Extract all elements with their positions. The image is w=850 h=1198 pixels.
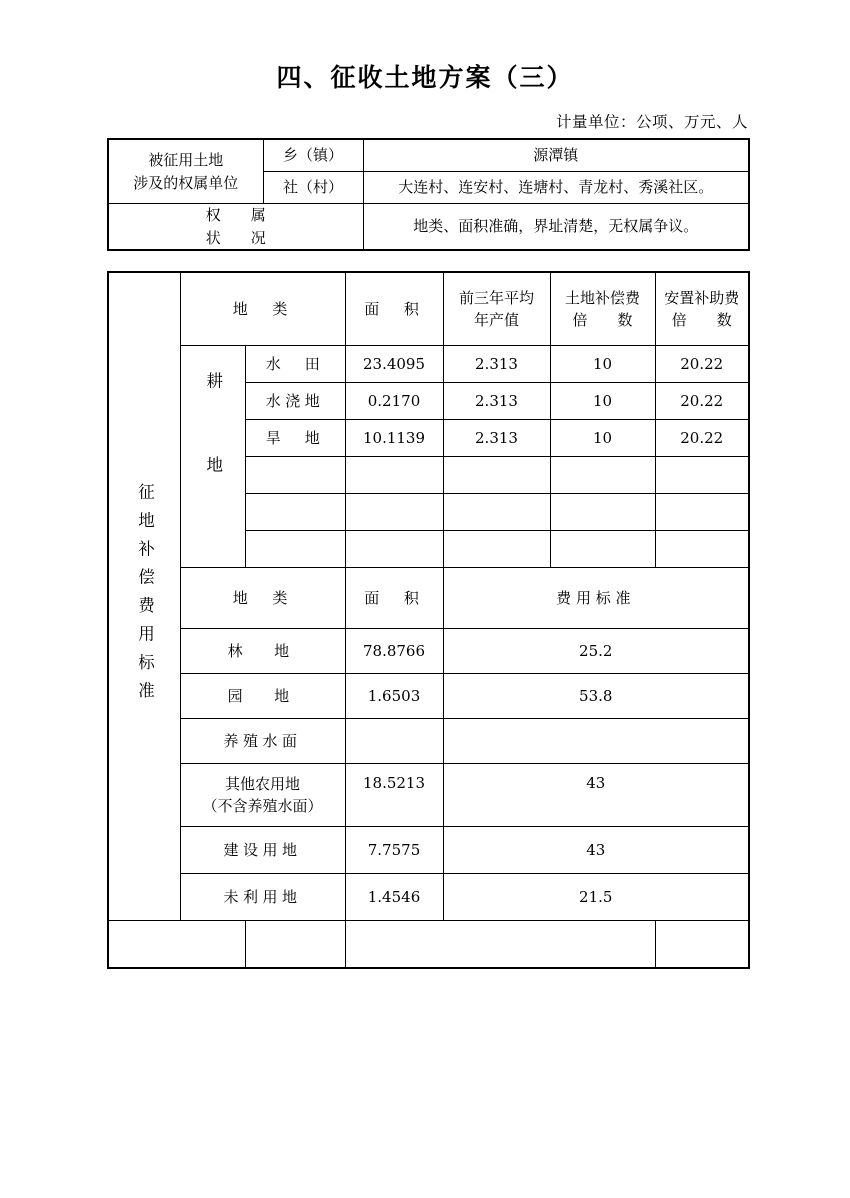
cell-area: 78.8766 [345, 629, 443, 674]
header-average-yield-line1: 前三年平均 [458, 288, 534, 307]
cell-fee-standard [345, 921, 655, 969]
cell-fee-standard: 43 [443, 764, 749, 827]
table-row [108, 827, 749, 874]
land-compensation-table [107, 271, 750, 969]
cell-land-type: 园 地 [180, 674, 345, 719]
cell-land-type [245, 457, 345, 494]
cell-area: 0.2170 [345, 383, 443, 420]
header-average-yield-line2: 年产值 [473, 311, 519, 329]
cell-land-type: 水 田 [245, 346, 345, 383]
cell-land-type [245, 531, 345, 568]
ownership-status-value: 地类、面积准确，界址清楚，无权属争议。 [363, 204, 749, 251]
affected-land-units-label-line1: 被征用土地 [148, 151, 224, 169]
cell-fee-standard [443, 719, 749, 764]
cultivated-land-label [180, 346, 245, 568]
cell-area: 23.4095 [345, 346, 443, 383]
cell-land-type-line1: 其他农用地 [224, 774, 300, 793]
cell-resettlement-multiple [655, 457, 749, 494]
ownership-status-label-line2: 状 况 [205, 228, 266, 247]
cell-fee-standard: 25.2 [443, 629, 749, 674]
cell-yield [443, 457, 550, 494]
affected-land-units-label-line2: 涉及的权属单位 [133, 173, 239, 192]
header-resettlement-line2: 倍 数 [671, 311, 732, 329]
cell-yield: 2.313 [443, 383, 550, 420]
cell-land-multiple [550, 494, 655, 531]
cell-area [345, 494, 443, 531]
cell-area [245, 921, 345, 969]
table-row [108, 629, 749, 674]
cell-resettlement-multiple: 20.22 [655, 383, 749, 420]
cell-land-multiple: 10 [550, 420, 655, 457]
table-row-township [108, 139, 749, 172]
cell-resettlement-multiple [655, 494, 749, 531]
compensation-standard-side-label-text: 征地补偿费用标准 [135, 482, 155, 711]
township-value: 源潭镇 [363, 139, 749, 172]
table-row [108, 674, 749, 719]
measurement-unit-note: 计量单位：公项、万元、人 [555, 113, 748, 131]
land-ownership-header-table [107, 138, 750, 251]
table-row-header-block1 [108, 272, 749, 346]
header-land-type-2: 地 类 [180, 568, 345, 629]
table-row [108, 346, 749, 383]
affected-land-units-label [108, 139, 263, 204]
cell-fee-standard: 53.8 [443, 674, 749, 719]
cell-area: 1.4546 [345, 874, 443, 921]
cell-resettlement-multiple: 20.22 [655, 346, 749, 383]
header-area-1: 面 积 [345, 272, 443, 346]
cell-land-type [108, 921, 245, 969]
cell-land-type: 水浇地 [245, 383, 345, 420]
cell-land-type: 养殖水面 [180, 719, 345, 764]
header-land-compensation-line2: 倍 数 [572, 311, 633, 329]
cell-yield: 2.313 [443, 420, 550, 457]
cultivated-land-label-text: 耕地 [203, 372, 223, 541]
cell-area: 1.6503 [345, 674, 443, 719]
header-land-type-1: 地 类 [180, 272, 345, 346]
header-average-yield [443, 272, 550, 346]
cell-area: 18.5213 [345, 764, 443, 827]
table-row [108, 764, 749, 827]
township-label: 乡（镇） [263, 139, 363, 172]
cell-land-multiple [550, 457, 655, 494]
table-row-ownership-status [108, 204, 749, 251]
cell-land-multiple [550, 531, 655, 568]
cell-land-type [245, 494, 345, 531]
header-area-2: 面 积 [345, 568, 443, 629]
cell-land-type: 建设用地 [180, 827, 345, 874]
cell-land-multiple: 10 [550, 346, 655, 383]
cell-resettlement-multiple: 20.22 [655, 420, 749, 457]
table-row [108, 719, 749, 764]
cell-land-multiple: 10 [550, 383, 655, 420]
cell-land-type: 旱 地 [245, 420, 345, 457]
cell-yield: 2.313 [443, 346, 550, 383]
ownership-status-label [108, 204, 363, 251]
village-label: 社（村） [263, 172, 363, 204]
village-value: 大连村、连安村、连塘村、青龙村、秀溪社区。 [363, 172, 749, 204]
cell-area [345, 531, 443, 568]
cell-fee-standard: 43 [443, 827, 749, 874]
cell-area [345, 719, 443, 764]
cell-area: 10.1139 [345, 420, 443, 457]
cell-land-type: 林 地 [180, 629, 345, 674]
table-row [108, 874, 749, 921]
header-land-compensation-multiple [550, 272, 655, 346]
page-title: 四、征收土地方案（三） [276, 63, 574, 92]
table-row [108, 921, 749, 969]
table-row-header-block2 [108, 568, 749, 629]
ownership-status-label-line1: 权 属 [205, 206, 266, 224]
header-fee-standard: 费用标准 [443, 568, 749, 629]
cell-yield [443, 494, 550, 531]
compensation-standard-side-label [108, 272, 180, 921]
cell-yield [443, 531, 550, 568]
cell-land-type [180, 764, 345, 827]
header-resettlement-line1: 安置补助费 [664, 288, 740, 307]
header-land-compensation-line1: 土地补偿费 [564, 288, 640, 307]
header-resettlement-subsidy-multiple [655, 272, 749, 346]
cell-land-type-line2: （不含养殖水面） [202, 797, 323, 815]
cell-fee-standard: 21.5 [443, 874, 749, 921]
cell-area: 7.7575 [345, 827, 443, 874]
cell-land-type: 未利用地 [180, 874, 345, 921]
cell-resettlement-multiple [655, 531, 749, 568]
cell-area [345, 457, 443, 494]
